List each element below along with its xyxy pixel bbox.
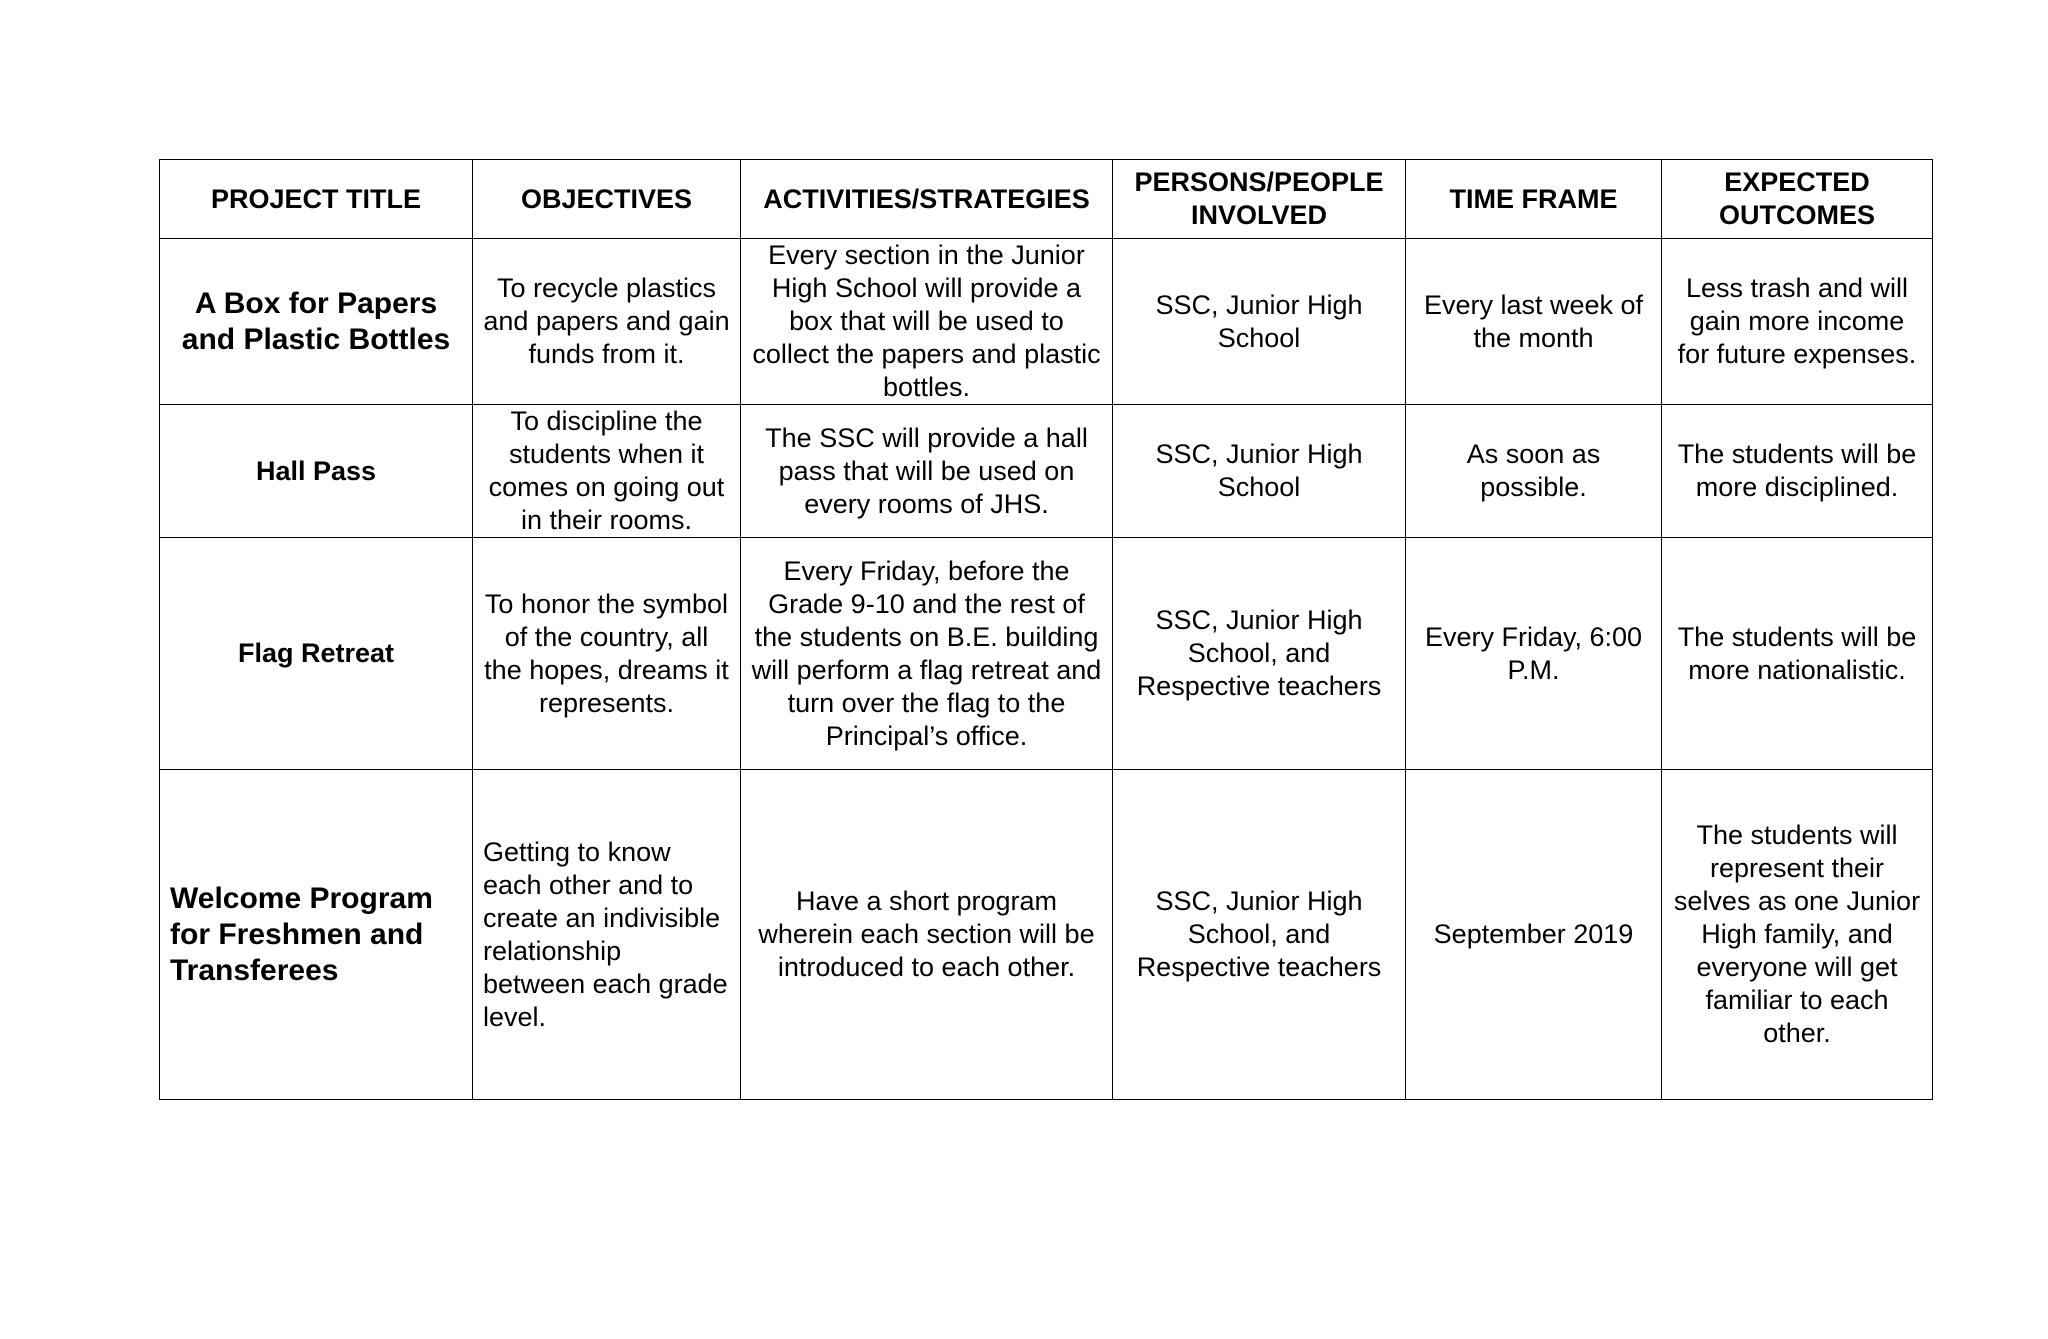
persons-cell: SSC, Junior High School, and Respective teachers — [1113, 538, 1406, 770]
outcomes-cell: The students will represent their selves as one Junior High family, and everyone will get familiar to each other. — [1662, 770, 1933, 1100]
time-frame-cell: September 2019 — [1406, 770, 1662, 1100]
project-title-cell: Flag Retreat — [160, 538, 473, 770]
persons-cell: SSC, Junior High School — [1113, 405, 1406, 538]
table-row — [160, 405, 1933, 538]
header-activities-strategies: ACTIVITIES/STRATEGIES — [741, 160, 1113, 239]
project-plan-table — [159, 159, 1933, 1100]
time-frame-cell: Every last week of the month — [1406, 239, 1662, 405]
header-objectives: OBJECTIVES — [473, 160, 741, 239]
activities-cell: Every section in the Junior High School will provide a box that will be used to collect the papers and plastic bottles. — [741, 239, 1113, 405]
header-expected-outcomes: EXPECTED OUTCOMES — [1662, 160, 1933, 239]
table-row — [160, 239, 1933, 405]
activities-cell: Every Friday, before the Grade 9-10 and the rest of the students on B.E. building will perform a flag retreat and turn over the flag to the Principal’s office. — [741, 538, 1113, 770]
header-project-title: PROJECT TITLE — [160, 160, 473, 239]
project-title-cell: A Box for Papers and Plastic Bottles — [160, 239, 473, 405]
objectives-cell: To honor the symbol of the country, all the hopes, dreams it represents. — [473, 538, 741, 770]
table-row — [160, 770, 1933, 1100]
table-row — [160, 538, 1933, 770]
objectives-cell: To recycle plastics and papers and gain funds from it. — [473, 239, 741, 405]
persons-cell: SSC, Junior High School, and Respective teachers — [1113, 770, 1406, 1100]
header-time-frame: TIME FRAME — [1406, 160, 1662, 239]
objectives-cell: Getting to know each other and to create an indivisible relationship between each grade level. — [473, 770, 741, 1100]
header-persons-involved: PERSONS/PEOPLE INVOLVED — [1113, 160, 1406, 239]
persons-cell: SSC, Junior High School — [1113, 239, 1406, 405]
project-title-cell: Hall Pass — [160, 405, 473, 538]
time-frame-cell: As soon as possible. — [1406, 405, 1662, 538]
objectives-cell: To discipline the students when it comes on going out in their rooms. — [473, 405, 741, 538]
table-header-row — [160, 160, 1933, 239]
activities-cell: Have a short program wherein each section will be introduced to each other. — [741, 770, 1113, 1100]
project-title-cell: Welcome Program for Freshmen and Transferees — [160, 770, 473, 1100]
outcomes-cell: The students will be more nationalistic. — [1662, 538, 1933, 770]
activities-cell: The SSC will provide a hall pass that will be used on every rooms of JHS. — [741, 405, 1113, 538]
outcomes-cell: The students will be more disciplined. — [1662, 405, 1933, 538]
outcomes-cell: Less trash and will gain more income for future expenses. — [1662, 239, 1933, 405]
time-frame-cell: Every Friday, 6:00 P.M. — [1406, 538, 1662, 770]
